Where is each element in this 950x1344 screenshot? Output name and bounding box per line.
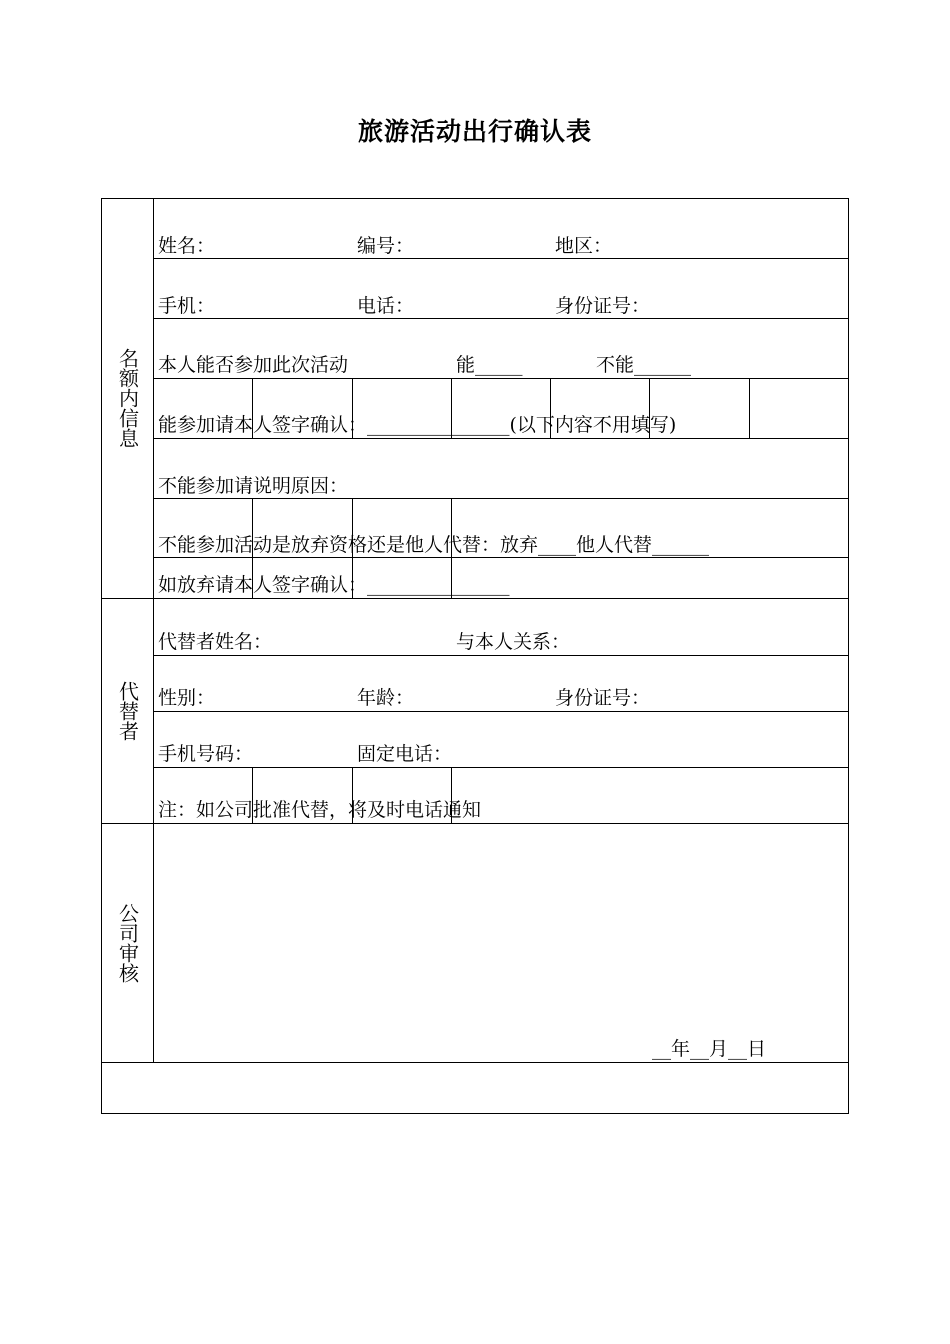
row-divider <box>153 655 849 656</box>
row-divider <box>153 258 849 259</box>
row-divider <box>153 767 849 768</box>
giveup-or-replace-field: 不能参加活动是放弃资格还是他人代替：放弃____他人代替______ <box>158 534 710 556</box>
section-divider-quota <box>101 598 849 599</box>
page-title: 旅游活动出行确认表 <box>357 117 592 146</box>
fixed-phone-label: 固定电话： <box>357 743 453 765</box>
mobile-label: 手机： <box>158 295 216 317</box>
reason-label: 不能参加请说明原因： <box>158 475 349 497</box>
section-label-substitute: 代替者 <box>115 680 140 741</box>
substitute-mobile-label: 手机号码： <box>158 743 254 765</box>
row-divider <box>153 498 849 499</box>
section-divider-review <box>101 1062 849 1063</box>
substitute-note: 注：如公司批准代替，将及时电话通知 <box>158 799 482 821</box>
phone-label: 电话： <box>357 295 415 317</box>
gender-label: 性别： <box>158 687 216 709</box>
name-label: 姓名： <box>158 235 216 257</box>
region-label: 地区： <box>555 235 613 257</box>
number-label: 编号： <box>357 235 415 257</box>
giveup-sign-field: 如放弃请本人签字确认：_______________ <box>158 574 510 596</box>
form-table <box>101 198 849 1114</box>
relation-label: 与本人关系： <box>456 631 571 653</box>
row-divider <box>153 378 849 379</box>
age-label: 年龄： <box>357 687 415 709</box>
substitute-id-label: 身份证号： <box>555 687 651 709</box>
row-divider <box>153 438 849 439</box>
substitute-name-label: 代替者姓名： <box>158 631 273 653</box>
id-number-label: 身份证号： <box>555 295 651 317</box>
row-divider <box>153 711 849 712</box>
row-divider <box>153 318 849 319</box>
label-column-divider <box>153 198 154 1063</box>
sign-confirm-field: 能参加请本人签字确认：_______________(以下内容不用填写) <box>158 414 677 436</box>
cell-border <box>749 378 750 438</box>
section-label-quota: 名额内信息 <box>115 348 140 448</box>
row-divider <box>153 557 849 558</box>
section-label-review: 公司审核 <box>115 902 140 983</box>
section-divider-substitute <box>101 823 849 824</box>
attend-yes-field: 能_____ <box>456 354 523 376</box>
attend-question: 本人能否参加此次活动 <box>158 354 349 376</box>
attend-no-field: 不能______ <box>596 354 692 376</box>
review-date: __年__月__日 <box>652 1038 767 1060</box>
